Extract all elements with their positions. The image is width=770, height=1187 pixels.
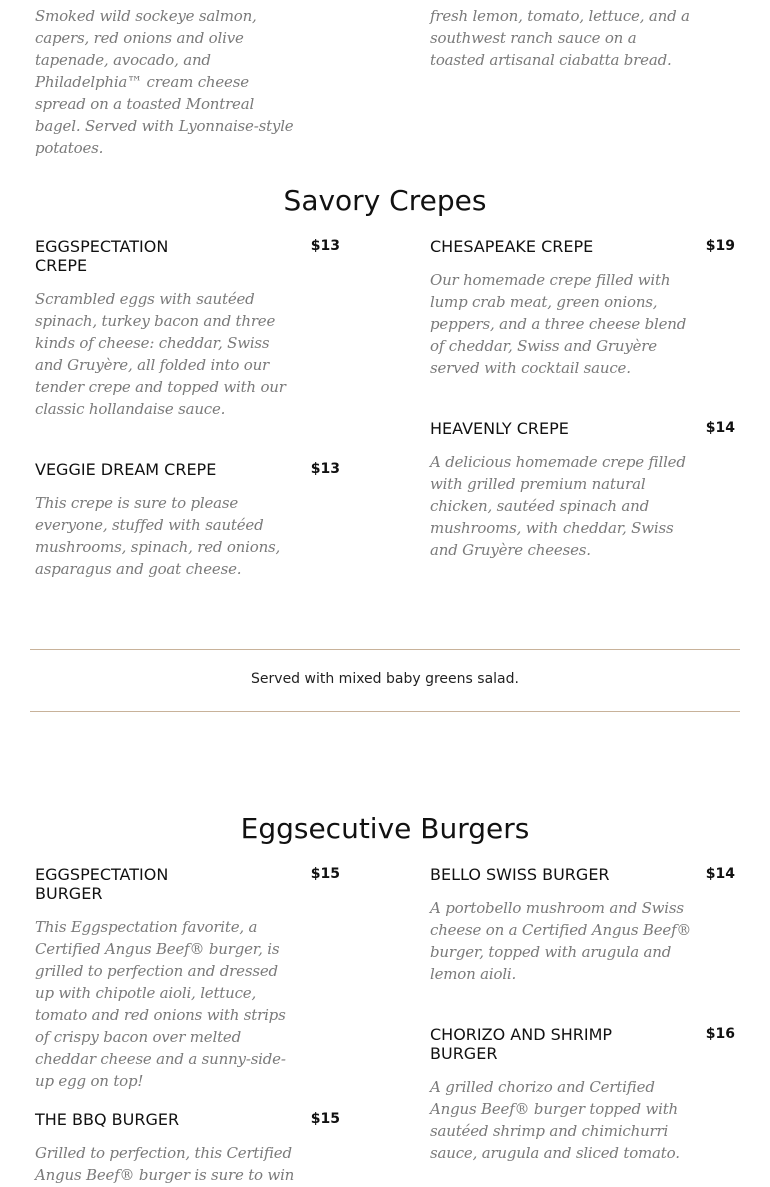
side-salad-note: Served with mixed baby greens salad. (251, 671, 519, 687)
menu-item-description: A portobello mushroom and Swiss cheese on a Certified Angus Beef® burger, topped with arugula and lemon aioli. (430, 899, 692, 983)
menu-item-description: Scrambled eggs with sautéed spinach, turkey bacon and three kinds of cheese: cheddar, Swiss and Gruyère, all folded into our tender crepe and topped with our classic hollandaise sauce. (35, 290, 286, 418)
menu-item-name: THE BBQ BURGER (35, 1110, 180, 1129)
divider-bottom (30, 711, 740, 712)
divider-top (30, 649, 740, 650)
salmon-bagel-description: Smoked wild sockeye salmon, capers, red onions and olive tapenade, avocado, and Philadelphia™ cream cheese spread on a toasted Montreal bagel. Served with Lyonnaise-style potatoes. (35, 7, 294, 157)
menu-item-name: VEGGIE DREAM CREPE (35, 460, 217, 479)
savory-crepes-heading: Savory Crepes (283, 184, 487, 217)
menu-item-price: $14 (705, 866, 735, 882)
menu-item-name: HEAVENLY CREPE (430, 419, 569, 438)
menu-item-description: A grilled chorizo and Certified Angus Beef® burger topped with sautéed shrimp and chimichurri sauce, arugula and sliced tomato. (430, 1078, 680, 1162)
menu-item-name: EGGSPECTATION BURGER (35, 865, 169, 903)
menu-item-name: EGGSPECTATION CREPE (35, 237, 169, 275)
menu-item-price: $15 (310, 1111, 340, 1127)
menu-item-price: $16 (705, 1026, 735, 1042)
menu-item-description: A delicious homemade crepe filled with grilled premium natural chicken, sautéed spinach and mushrooms, with cheddar, Swiss and Gruyère cheeses. (430, 453, 686, 559)
menu-item-name: BELLO SWISS BURGER (430, 865, 610, 884)
menu-item-price: $13 (310, 238, 340, 254)
menu-item-price: $14 (705, 420, 735, 436)
menu-item-description: Our homemade crepe filled with lump crab meat, green onions, peppers, and a three cheese blend of cheddar, Swiss and Gruyère served with cocktail sauce. (430, 271, 687, 377)
menu-item-price: $19 (705, 238, 735, 254)
menu-item-description: This crepe is sure to please everyone, stuffed with sautéed mushrooms, spinach, red onions, asparagus and goat cheese. (35, 494, 281, 578)
menu-item-price: $15 (310, 866, 340, 882)
ciabatta-sandwich-description: fresh lemon, tomato, lettuce, and a southwest ranch sauce on a toasted artisanal ciabatta bread. (430, 7, 690, 69)
menu-item-name: CHORIZO AND SHRIMP BURGER (430, 1025, 613, 1063)
menu-item-description: This Eggspectation favorite, a Certified Angus Beef® burger, is grilled to perfection and dressed up with chipotle aioli, lettuce, tomato and red onions with strips of crispy bacon over melted cheddar cheese and a sunny-side-up egg on top! (35, 918, 286, 1090)
menu-item-description: Grilled to perfection, this Certified Angus Beef® burger is sure to win (35, 1144, 295, 1184)
menu-item-price: $13 (310, 461, 340, 477)
menu-item-name: CHESAPEAKE CREPE (430, 237, 594, 256)
eggsecutive-burgers-heading: Eggsecutive Burgers (240, 812, 530, 845)
